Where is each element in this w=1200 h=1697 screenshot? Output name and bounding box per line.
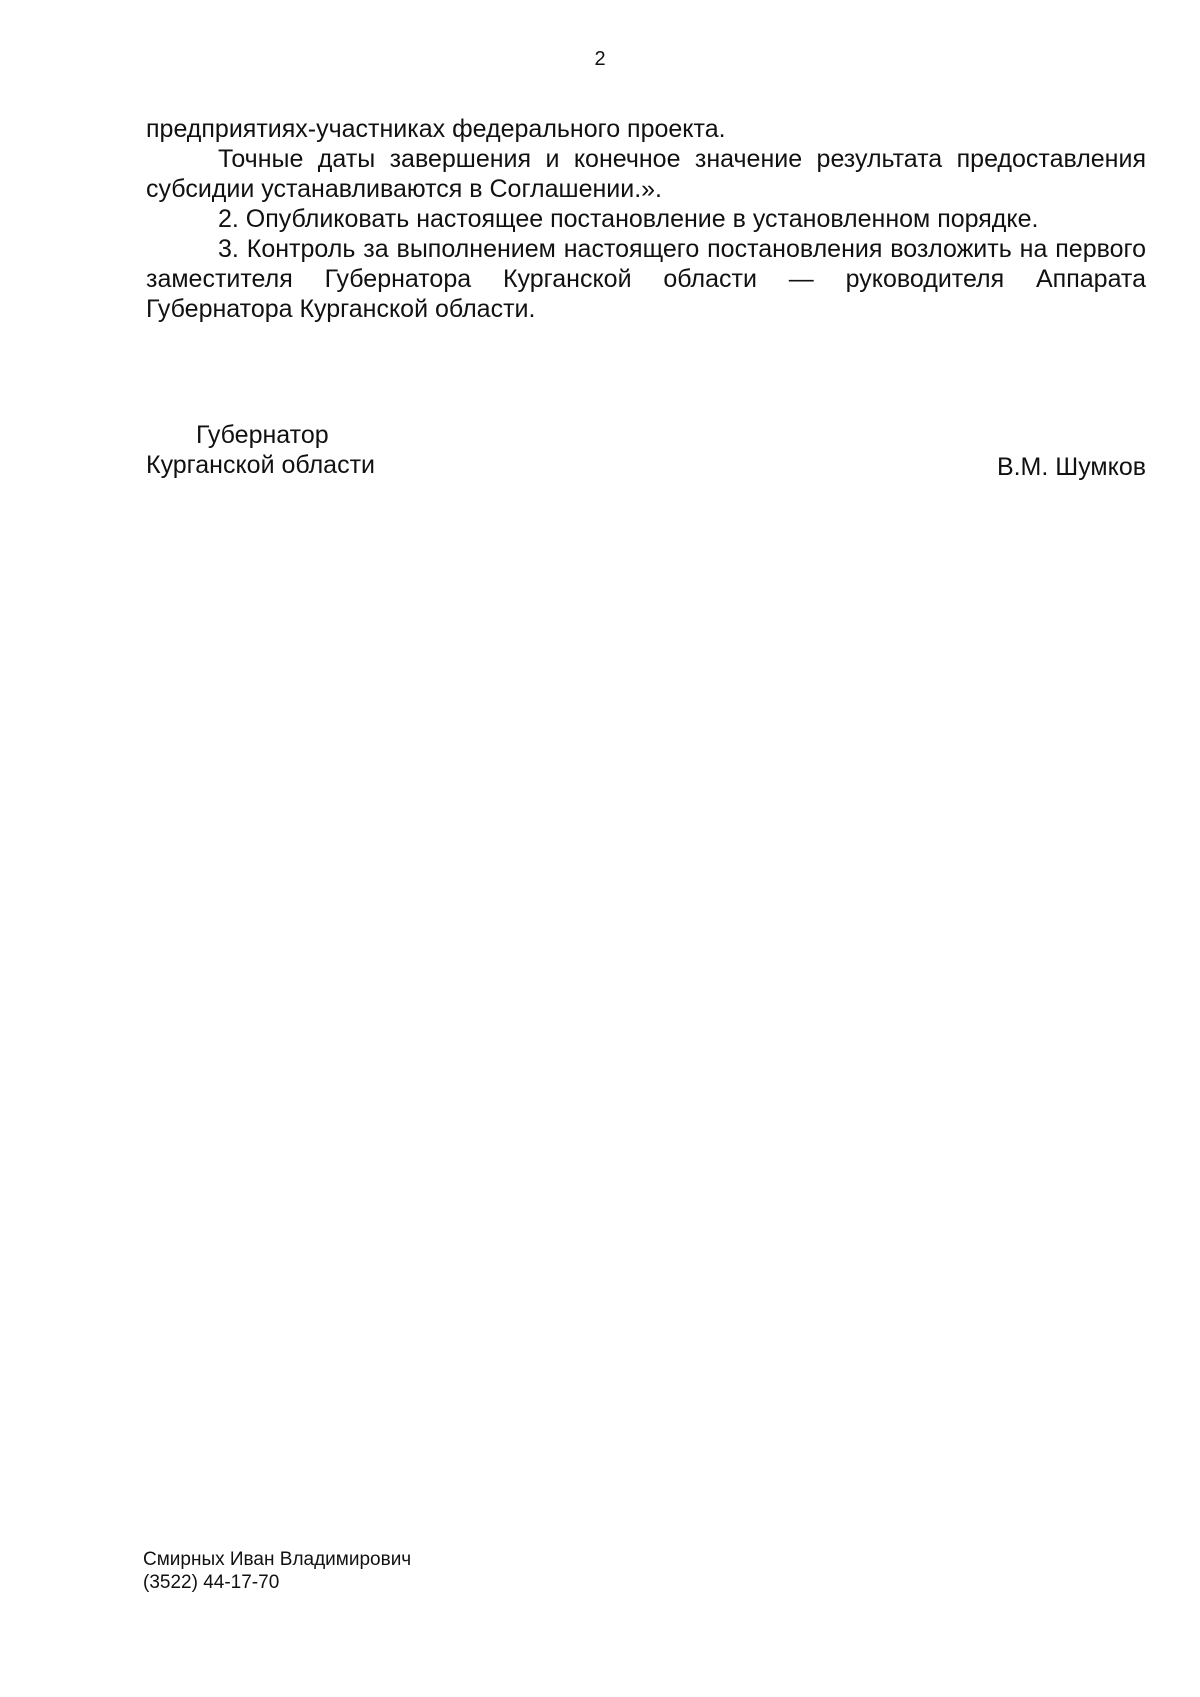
signatory-position: [146, 420, 375, 480]
paragraph-dates: Точные даты завершения и конечное значение результата предоставления субсидии устанавливаются в Соглашении.».: [146, 145, 1146, 203]
paragraph-control: 3. Контроль за выполнением настоящего постановления возложить на первого заместителя Губернатора Курганской области — руководителя Аппарата Губернатора Курганской области.: [146, 235, 1146, 323]
paragraph-continuation: предприятиях-участниках федерального проекта.: [146, 115, 726, 143]
executor-name: Смирных Иван Владимирович: [143, 1549, 412, 1570]
signatory-title: Губернатор: [196, 421, 329, 449]
document-body: [146, 114, 1146, 324]
page-number: 2: [594, 48, 606, 70]
executor-phone: (3522) 44-17-70: [143, 1572, 280, 1593]
signature-block: [146, 420, 1146, 490]
paragraph-publish: 2. Опубликовать настоящее постановление в установленном порядке.: [218, 205, 1039, 233]
signatory-name: В.М. Шумков: [996, 453, 1146, 481]
executor-contact: [143, 1548, 411, 1594]
signatory-region: Курганской области: [146, 451, 376, 479]
